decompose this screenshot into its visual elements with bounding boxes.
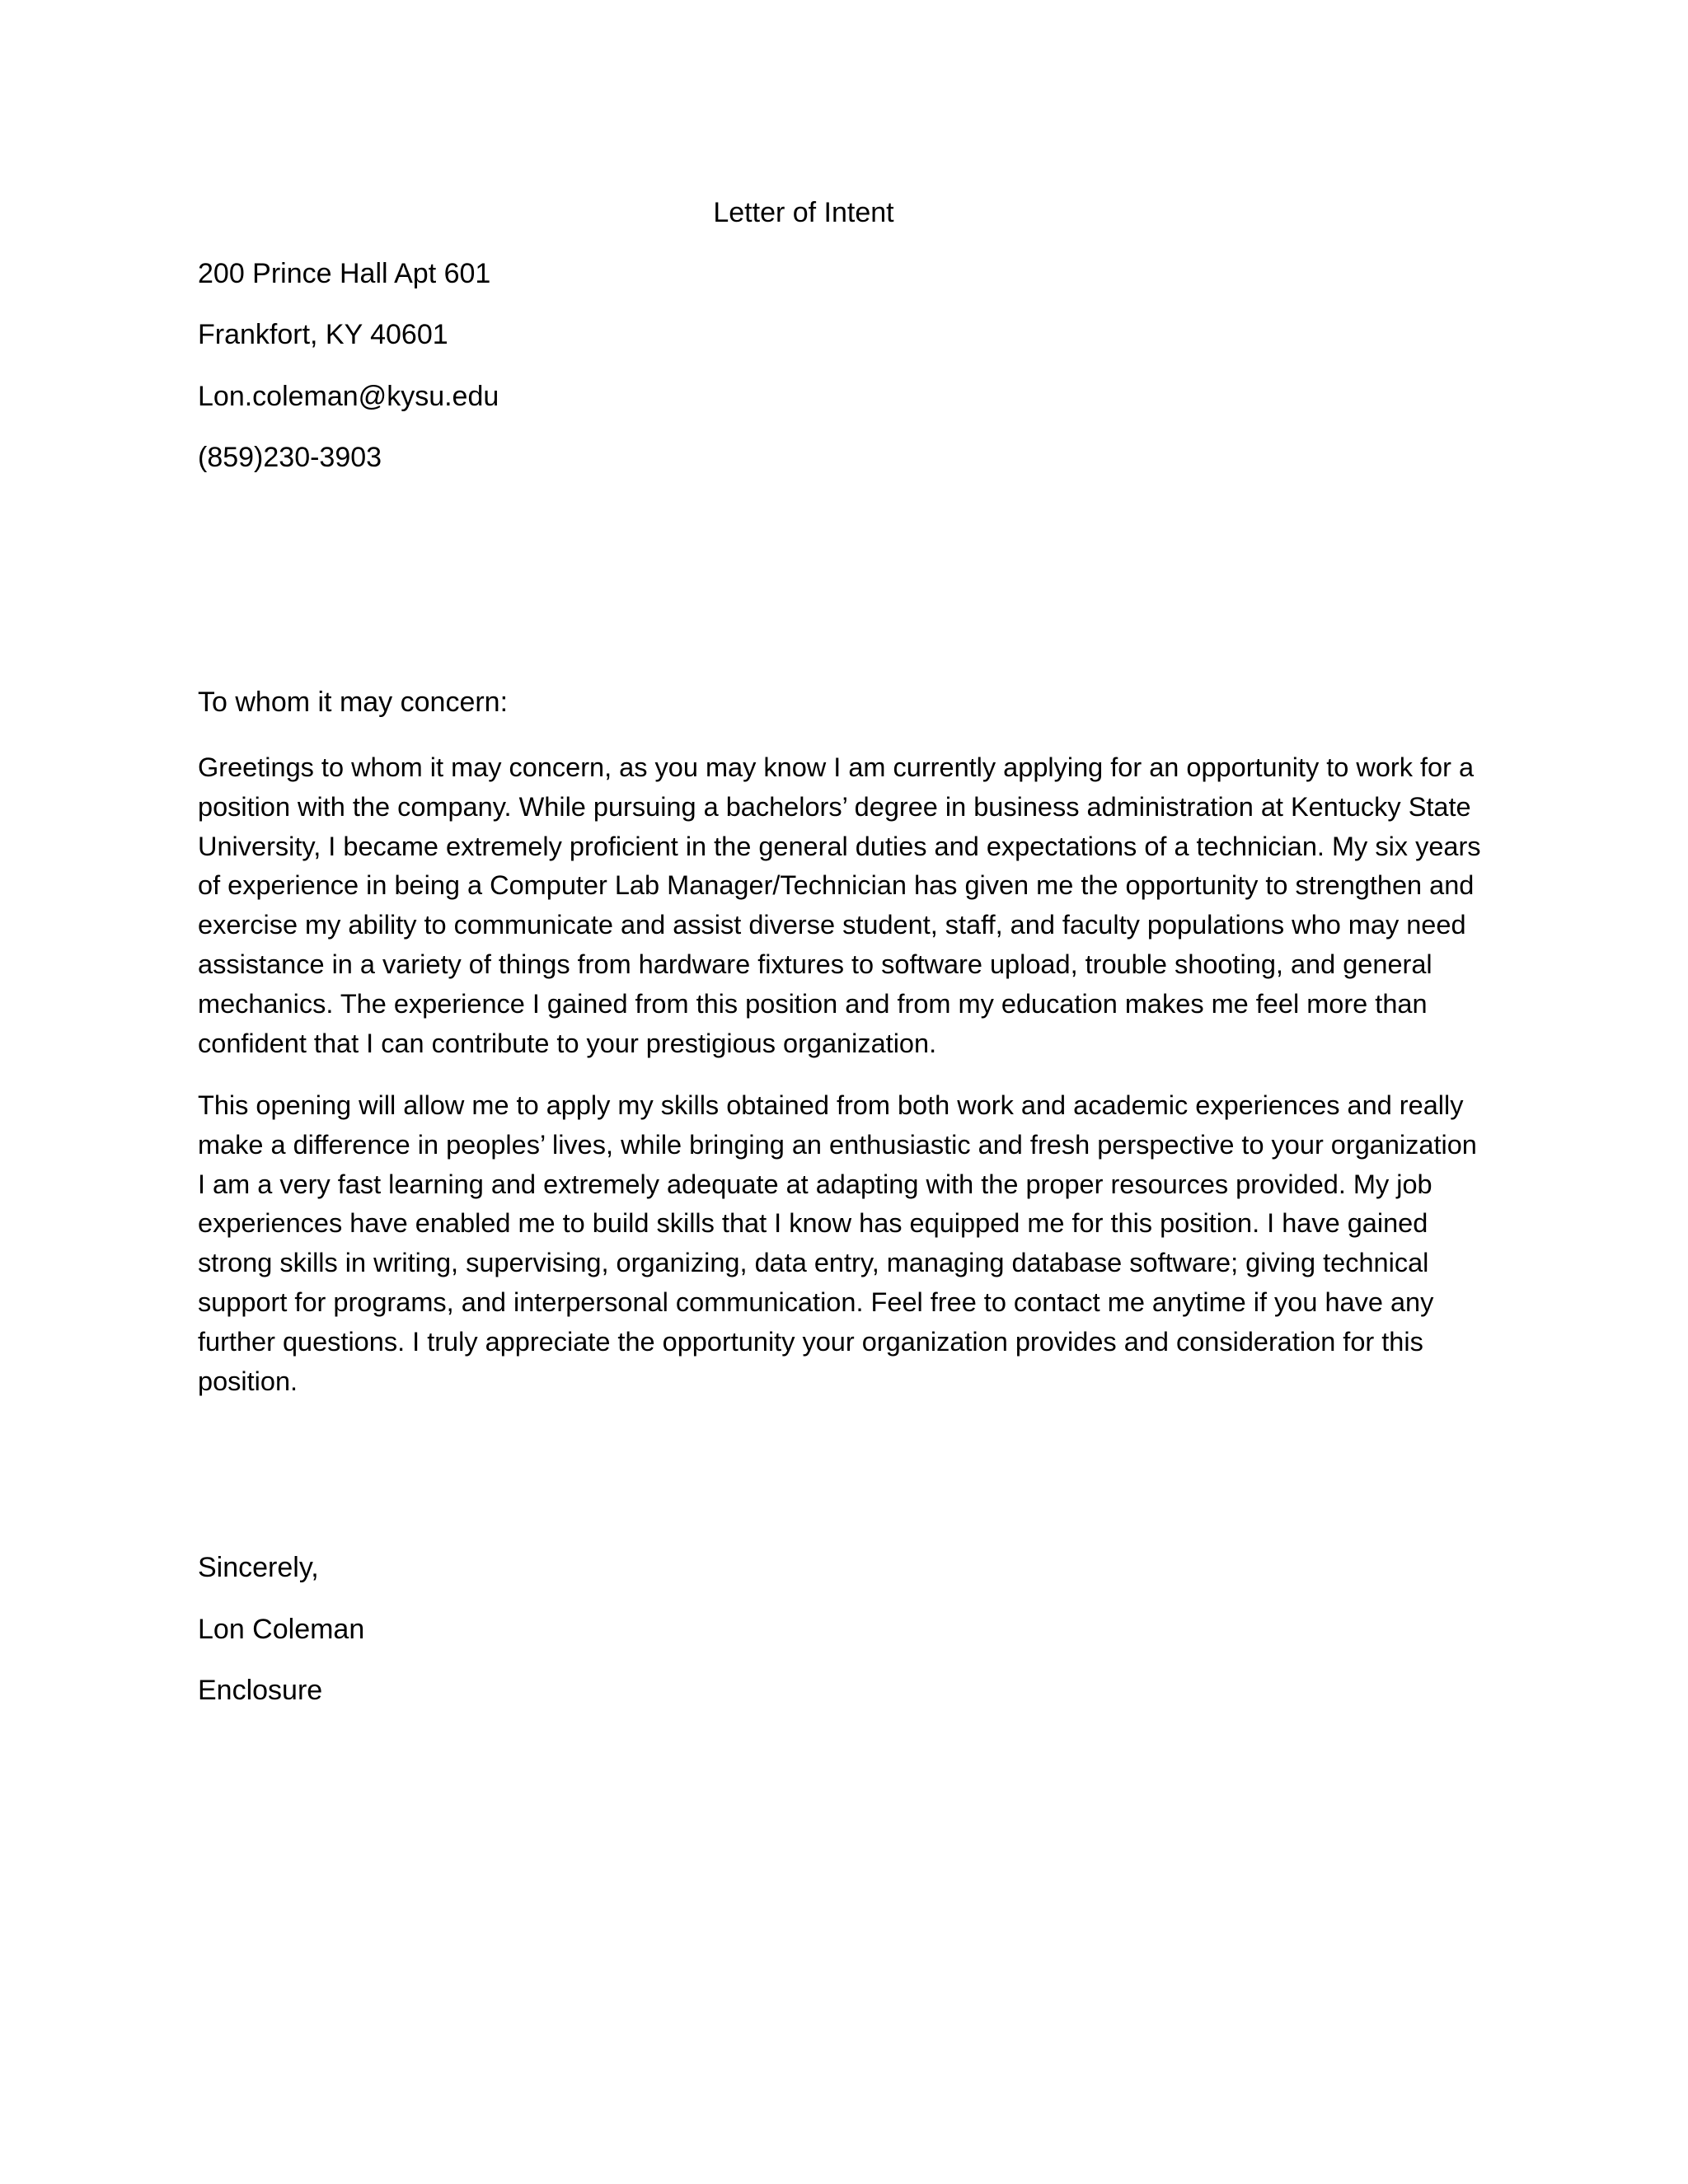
address-street: 200 Prince Hall Apt 601 — [198, 258, 491, 289]
salutation: To whom it may concern: — [198, 687, 509, 718]
body-paragraph-1: Greetings to whom it may concern, as you may know I am currently applying for an opportunity to work for a position with the company. While pursuing a bachelors’ degree in business administration at Kentucky State University, I became extremely proficient in the general duties and expectations of a technician. My six years of experience in being a Computer Lab Manager/Technician has given me the opportunity to strengthen and exercise my ability to communicate and assist diverse student, staff, and faculty populations who may need assistance in a variety of things from hardware fixtures to software upload, trouble shooting, and general mechanics. The experience I gained from this position and from my education makes me feel more than confident that I can contribute to your prestigious organization. — [198, 752, 1481, 1058]
closing: Sincerely, — [198, 1552, 319, 1583]
letter-title: Letter of Intent — [713, 197, 894, 228]
signature-name: Lon Coleman — [198, 1614, 365, 1645]
body-paragraph-2: This opening will allow me to apply my skills obtained from both work and academic experiences and really make a difference in peoples’ lives, while bringing an enthusiastic and fresh perspective to your organization I am a very fast learning and extremely adequate at adapting with the proper resources provided. My job experiences have enabled me to build skills that I know has equipped me for this position. I have gained strong skills in writing, supervising, organizing, data entry, managing database software; giving technical support for programs, and interpersonal communication. Feel free to contact me anytime if you have any further questions. I truly appreciate the opportunity your organization provides and consideration for this position. — [198, 1090, 1477, 1396]
enclosure-note: Enclosure — [198, 1675, 323, 1706]
address-city-state-zip: Frankfort, KY 40601 — [198, 319, 448, 350]
address-phone: (859)230-3903 — [198, 442, 382, 473]
address-email: Lon.coleman@kysu.edu — [198, 381, 499, 412]
